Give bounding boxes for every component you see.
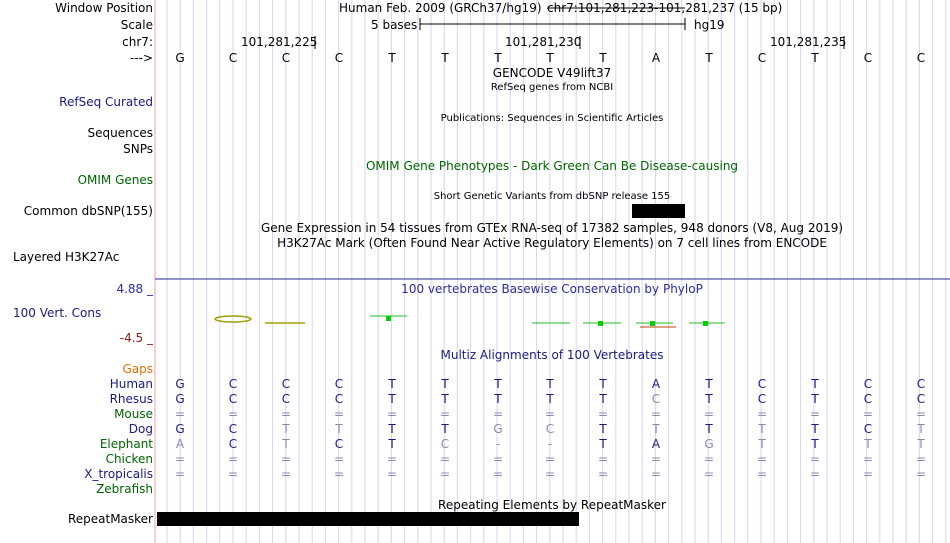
alignment-base: = bbox=[703, 452, 715, 466]
alignment-base: T bbox=[811, 377, 819, 391]
repeatmasker-feature bbox=[157, 512, 579, 526]
alignment-base: = bbox=[174, 467, 186, 481]
alignment-base: T bbox=[599, 377, 607, 391]
phylop-mark bbox=[703, 321, 708, 326]
alignment-base: C bbox=[334, 437, 344, 451]
species-label-elephant[interactable]: Elephant bbox=[99, 437, 153, 451]
alignment-base: = bbox=[544, 407, 556, 421]
alignment-base: A bbox=[651, 437, 661, 451]
position-text: chr7:101,281,223-101,281,237 (15 bp) bbox=[547, 1, 783, 15]
alignment-base: = bbox=[174, 452, 186, 466]
scale-db: hg19 bbox=[694, 18, 725, 32]
alignment-base: = bbox=[915, 407, 927, 421]
ruler-tick-label: 101,281,230 bbox=[505, 35, 582, 49]
dbsnp-track-label[interactable]: Common dbSNP(155) bbox=[23, 204, 153, 218]
alignment-base: = bbox=[227, 467, 239, 481]
base-letter: T bbox=[546, 51, 554, 65]
base-letter: T bbox=[494, 51, 502, 65]
alignment-base: = bbox=[333, 407, 345, 421]
alignment-base: C bbox=[334, 377, 344, 391]
alignment-base: = bbox=[333, 452, 345, 466]
alignment-base: C bbox=[334, 392, 344, 406]
alignment-base: = bbox=[809, 467, 821, 481]
gtex-track-title[interactable]: Gene Expression in 54 tissues from GTEx RNA-seq of 17382 samples, 948 donors (V8, Aug 2019) bbox=[260, 221, 844, 235]
dbsnp-feature bbox=[632, 204, 685, 218]
alignment-base: T bbox=[388, 437, 396, 451]
cons-min-label: -4.5 _ bbox=[119, 331, 153, 345]
assembly-text: Human Feb. 2009 (GRCh37/hg19) bbox=[339, 1, 542, 15]
alignment-base: = bbox=[174, 407, 186, 421]
alignment-base: G bbox=[175, 377, 185, 391]
alignment-base: = bbox=[756, 452, 768, 466]
alignment-base: T bbox=[705, 422, 713, 436]
alignment-base: T bbox=[811, 437, 819, 451]
alignment-base: = bbox=[439, 467, 451, 481]
strand-label: ---> bbox=[129, 51, 153, 65]
chrom-label: chr7: bbox=[122, 35, 153, 49]
alignment-base: T bbox=[388, 392, 396, 406]
alignment-base: = bbox=[809, 452, 821, 466]
alignment-base: = bbox=[439, 407, 451, 421]
alignment-base: C bbox=[916, 377, 926, 391]
alignment-base: T bbox=[917, 437, 925, 451]
base-letter: T bbox=[388, 51, 396, 65]
alignment-base: = bbox=[597, 452, 609, 466]
alignment-base: C bbox=[228, 422, 238, 436]
base-letter: T bbox=[599, 51, 607, 65]
alignment-base: T bbox=[917, 422, 925, 436]
alignment-base: G bbox=[493, 422, 503, 436]
publications-track-title[interactable]: Publications: Sequences in Scientific Articles bbox=[440, 113, 664, 124]
base-letter: C bbox=[916, 51, 926, 65]
repeatmasker-track-label[interactable]: RepeatMasker bbox=[67, 512, 153, 526]
alignment-base: = bbox=[492, 407, 504, 421]
base-letter: G bbox=[175, 51, 185, 65]
alignment-base: T bbox=[811, 392, 819, 406]
alignment-base: = bbox=[280, 467, 292, 481]
alignment-base: = bbox=[597, 407, 609, 421]
scale-label: Scale bbox=[120, 18, 153, 32]
alignment-base: C bbox=[757, 377, 767, 391]
alignment-base: C bbox=[281, 392, 291, 406]
alignment-base: A bbox=[651, 377, 661, 391]
species-label-zebrafish[interactable]: Zebrafish bbox=[96, 482, 153, 496]
alignment-base: T bbox=[811, 422, 819, 436]
alignment-base: = bbox=[492, 452, 504, 466]
base-letter: T bbox=[705, 51, 713, 65]
phylop-mark bbox=[598, 321, 603, 326]
species-label-chicken[interactable]: Chicken bbox=[105, 452, 153, 466]
alignment-base: = bbox=[386, 452, 398, 466]
alignment-base: = bbox=[333, 467, 345, 481]
omim-track-title[interactable]: OMIM Gene Phenotypes - Dark Green Can Be Disease-causing bbox=[365, 159, 739, 173]
refseq-track-label[interactable]: RefSeq Curated bbox=[59, 95, 153, 109]
alignment-base: = bbox=[756, 467, 768, 481]
species-label-rhesus[interactable]: Rhesus bbox=[109, 392, 153, 406]
alignment-base: = bbox=[862, 452, 874, 466]
base-letter: T bbox=[441, 51, 449, 65]
alignment-base: = bbox=[809, 407, 821, 421]
alignment-base: T bbox=[388, 377, 396, 391]
alignment-base: = bbox=[650, 452, 662, 466]
snps-track-label[interactable]: SNPs bbox=[123, 142, 153, 156]
phylop-mark bbox=[386, 316, 391, 321]
alignment-base: T bbox=[388, 422, 396, 436]
alignment-base: C bbox=[916, 392, 926, 406]
base-letter: T bbox=[811, 51, 819, 65]
refseq-track-title[interactable]: RefSeq genes from NCBI bbox=[490, 82, 614, 93]
alignment-base: C bbox=[228, 437, 238, 451]
alignment-base: - bbox=[547, 437, 553, 451]
h3k27ac-track-label[interactable]: Layered H3K27Ac bbox=[13, 250, 120, 264]
alignment-base: = bbox=[756, 407, 768, 421]
omim-track-label[interactable]: OMIM Genes bbox=[77, 173, 153, 187]
repeatmasker-track-title[interactable]: Repeating Elements by RepeatMasker bbox=[438, 498, 666, 512]
alignment-base: T bbox=[652, 422, 660, 436]
alignment-base: T bbox=[864, 437, 872, 451]
alignment-base: T bbox=[705, 392, 713, 406]
alignment-base: G bbox=[175, 422, 185, 436]
alignment-base: = bbox=[280, 407, 292, 421]
sequences-track-label[interactable]: Sequences bbox=[87, 126, 153, 140]
alignment-base: C bbox=[651, 392, 661, 406]
alignment-base: T bbox=[282, 422, 290, 436]
alignment-base: C bbox=[863, 422, 873, 436]
base-letter: C bbox=[228, 51, 238, 65]
gencode-track-title[interactable]: GENCODE V49lift37 bbox=[492, 66, 612, 80]
alignment-base: T bbox=[441, 422, 449, 436]
alignment-base: = bbox=[650, 467, 662, 481]
multiz-track-title[interactable]: Multiz Alignments of 100 Vertebrates bbox=[440, 348, 664, 362]
base-letter: C bbox=[281, 51, 291, 65]
alignment-base: C bbox=[545, 422, 555, 436]
alignment-base: T bbox=[335, 422, 343, 436]
species-label-x_tropicalis[interactable]: X_tropicalis bbox=[84, 467, 153, 481]
alignment-base: = bbox=[915, 467, 927, 481]
species-label-dog[interactable]: Dog bbox=[128, 422, 153, 436]
phylop-track-title[interactable]: 100 vertebrates Basewise Conservation by PhyloP bbox=[401, 282, 703, 296]
alignment-base: C bbox=[228, 377, 238, 391]
alignment-base: = bbox=[227, 407, 239, 421]
gaps-track-label[interactable]: Gaps bbox=[122, 362, 153, 376]
alignment-base: = bbox=[439, 452, 451, 466]
alignment-base: = bbox=[862, 407, 874, 421]
alignment-base: T bbox=[758, 437, 766, 451]
base-letter: C bbox=[863, 51, 873, 65]
species-label-human[interactable]: Human bbox=[109, 377, 153, 391]
alignment-base: T bbox=[599, 392, 607, 406]
alignment-base: C bbox=[757, 392, 767, 406]
alignment-base: = bbox=[386, 467, 398, 481]
alignment-base: = bbox=[703, 407, 715, 421]
alignment-base: G bbox=[175, 392, 185, 406]
alignment-base: T bbox=[546, 392, 554, 406]
alignment-base: = bbox=[544, 467, 556, 481]
alignment-base: C bbox=[863, 392, 873, 406]
alignment-base: = bbox=[862, 467, 874, 481]
alignment-base: - bbox=[495, 437, 501, 451]
alignment-base: T bbox=[441, 377, 449, 391]
alignment-base: T bbox=[282, 437, 290, 451]
base-letter: A bbox=[651, 51, 661, 65]
ruler-tick-label: 101,281,225 bbox=[241, 35, 318, 49]
alignment-base: = bbox=[386, 407, 398, 421]
alignment-base: T bbox=[546, 377, 554, 391]
alignment-base: C bbox=[440, 437, 450, 451]
cons-track-label[interactable]: 100 Vert. Cons bbox=[13, 306, 102, 320]
species-label-mouse[interactable]: Mouse bbox=[114, 407, 153, 421]
window-position-label: Window Position bbox=[55, 1, 153, 15]
alignment-base: A bbox=[175, 437, 185, 451]
cons-max-label: 4.88 _ bbox=[116, 282, 153, 296]
alignment-base: = bbox=[597, 467, 609, 481]
h3k27ac-track-title[interactable]: H3K27Ac Mark (Often Found Near Active Regulatory Elements) on 7 cell lines from ENCODE bbox=[277, 236, 827, 250]
alignment-base: = bbox=[544, 452, 556, 466]
alignment-base: = bbox=[915, 452, 927, 466]
alignment-base: T bbox=[599, 422, 607, 436]
alignment-base: T bbox=[705, 377, 713, 391]
alignment-base: C bbox=[281, 377, 291, 391]
alignment-base: C bbox=[228, 392, 238, 406]
alignment-base: = bbox=[280, 452, 292, 466]
scale-value: 5 bases bbox=[371, 18, 418, 32]
alignment-base: C bbox=[863, 377, 873, 391]
dbsnp-track-title[interactable]: Short Genetic Variants from dbSNP release 155 bbox=[433, 191, 671, 202]
alignment-base: = bbox=[703, 467, 715, 481]
alignment-base: = bbox=[492, 467, 504, 481]
alignment-base: T bbox=[599, 437, 607, 451]
alignment-base: T bbox=[758, 422, 766, 436]
alignment-base: T bbox=[494, 377, 502, 391]
alignment-base: = bbox=[227, 452, 239, 466]
base-letter: C bbox=[334, 51, 344, 65]
alignment-base: G bbox=[704, 437, 714, 451]
alignment-base: = bbox=[650, 407, 662, 421]
phylop-mark bbox=[650, 321, 655, 326]
base-letter: C bbox=[757, 51, 767, 65]
ruler-tick-label: 101,281,235 bbox=[770, 35, 847, 49]
alignment-base: T bbox=[441, 392, 449, 406]
alignment-base: T bbox=[494, 392, 502, 406]
